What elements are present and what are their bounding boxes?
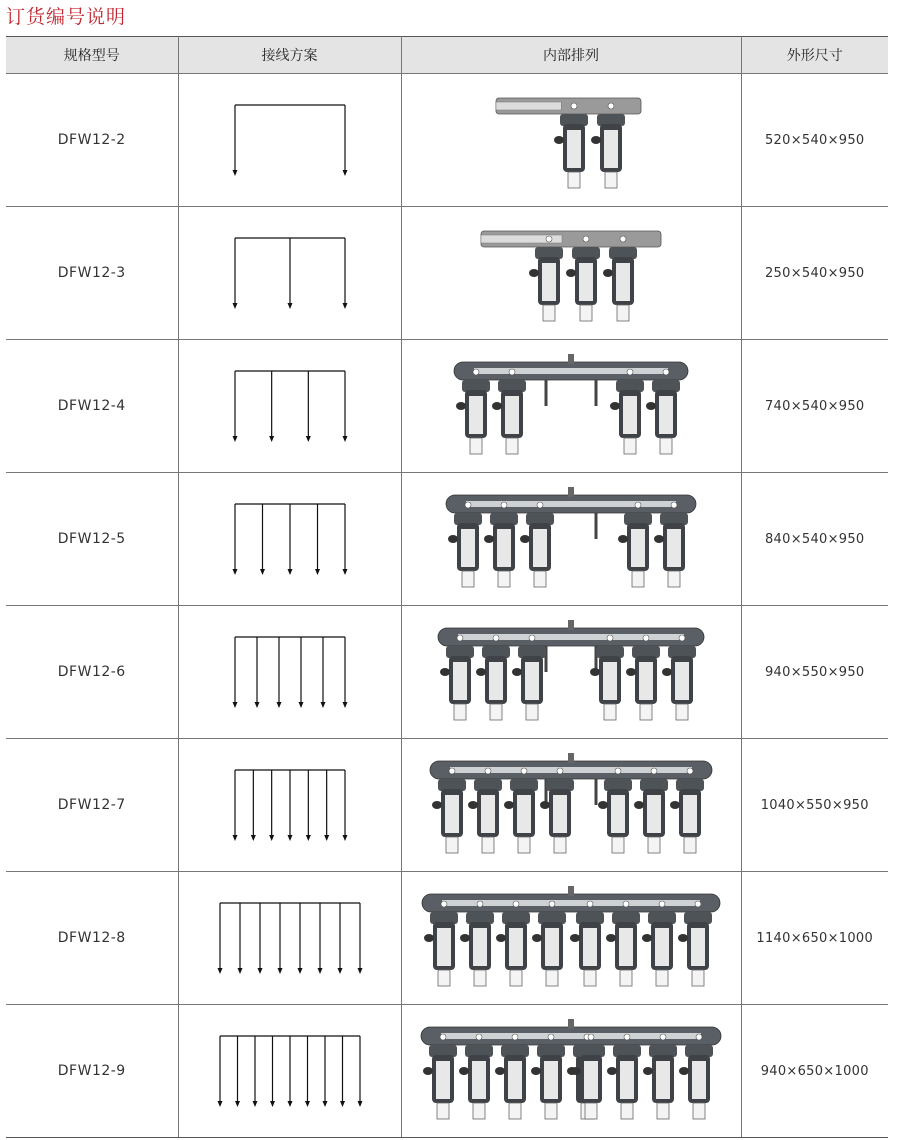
dimensions-cell [741, 739, 888, 872]
wiring-diagram-icon [190, 1028, 390, 1114]
rmu-3way-icon [416, 213, 726, 333]
header-dimensions: 外形尺寸 [741, 37, 888, 74]
wiring-cell [178, 207, 401, 340]
wiring-cell [178, 74, 401, 207]
page-title: 订货编号说明 [6, 6, 127, 28]
model-number: DFW12-4 [57, 398, 126, 414]
rmu-9way-icon [416, 1011, 726, 1131]
header-arrangement: 内部排列 [401, 37, 741, 74]
rmu-4way-icon [416, 346, 726, 466]
rmu-5way-icon [416, 479, 726, 599]
model-cell [6, 1005, 178, 1138]
table-row [6, 606, 888, 739]
table-header-row [6, 37, 888, 74]
dimensions-cell [741, 473, 888, 606]
arrangement-cell [401, 74, 741, 207]
arrangement-cell [401, 473, 741, 606]
model-number: DFW12-9 [57, 1063, 126, 1079]
spec-table [6, 36, 888, 1138]
dimensions-cell [741, 340, 888, 473]
model-number: DFW12-8 [57, 930, 126, 946]
arrangement-cell [401, 739, 741, 872]
dimensions-value: 520×540×950 [764, 133, 865, 148]
wiring-cell [178, 340, 401, 473]
model-cell [6, 207, 178, 340]
dimensions-value: 940×650×1000 [760, 1064, 869, 1079]
header-wiring: 接线方案 [178, 37, 401, 74]
wiring-diagram-icon [190, 97, 390, 183]
wiring-cell [178, 872, 401, 1005]
model-number: DFW12-6 [57, 664, 126, 680]
wiring-diagram-icon [190, 496, 390, 582]
wiring-cell [178, 1005, 401, 1138]
model-number: DFW12-2 [57, 132, 126, 148]
table-row [6, 340, 888, 473]
rmu-8way-icon [416, 878, 726, 998]
model-cell [6, 872, 178, 1005]
dimensions-cell [741, 872, 888, 1005]
model-number: DFW12-7 [57, 797, 126, 813]
dimensions-value: 740×540×950 [764, 399, 865, 414]
dimensions-value: 840×540×950 [764, 532, 865, 547]
header-model: 规格型号 [6, 37, 178, 74]
model-cell [6, 739, 178, 872]
dimensions-cell [741, 207, 888, 340]
model-cell [6, 473, 178, 606]
wiring-diagram-icon [190, 895, 390, 981]
table-row [6, 872, 888, 1005]
dimensions-value: 1040×550×950 [760, 798, 869, 813]
dimensions-value: 940×550×950 [764, 665, 865, 680]
dimensions-value: 250×540×950 [764, 266, 865, 281]
model-cell [6, 74, 178, 207]
table-row [6, 739, 888, 872]
arrangement-cell [401, 340, 741, 473]
wiring-cell [178, 606, 401, 739]
rmu-2way-icon [416, 80, 726, 200]
arrangement-cell [401, 207, 741, 340]
model-number: DFW12-5 [57, 531, 126, 547]
arrangement-cell [401, 1005, 741, 1138]
wiring-diagram-icon [190, 230, 390, 316]
rmu-6way-icon [416, 612, 726, 732]
model-number: DFW12-3 [57, 265, 126, 281]
model-cell [6, 340, 178, 473]
wiring-diagram-icon [190, 363, 390, 449]
dimensions-cell [741, 74, 888, 207]
table-row [6, 473, 888, 606]
wiring-diagram-icon [190, 629, 390, 715]
table-row [6, 207, 888, 340]
wiring-cell [178, 473, 401, 606]
dimensions-cell [741, 1005, 888, 1138]
arrangement-cell [401, 606, 741, 739]
dimensions-cell [741, 606, 888, 739]
wiring-cell [178, 739, 401, 872]
rmu-7way-icon [416, 745, 726, 865]
table-row [6, 1005, 888, 1138]
arrangement-cell [401, 872, 741, 1005]
table-row [6, 74, 888, 207]
dimensions-value: 1140×650×1000 [756, 931, 874, 946]
model-cell [6, 606, 178, 739]
wiring-diagram-icon [190, 762, 390, 848]
